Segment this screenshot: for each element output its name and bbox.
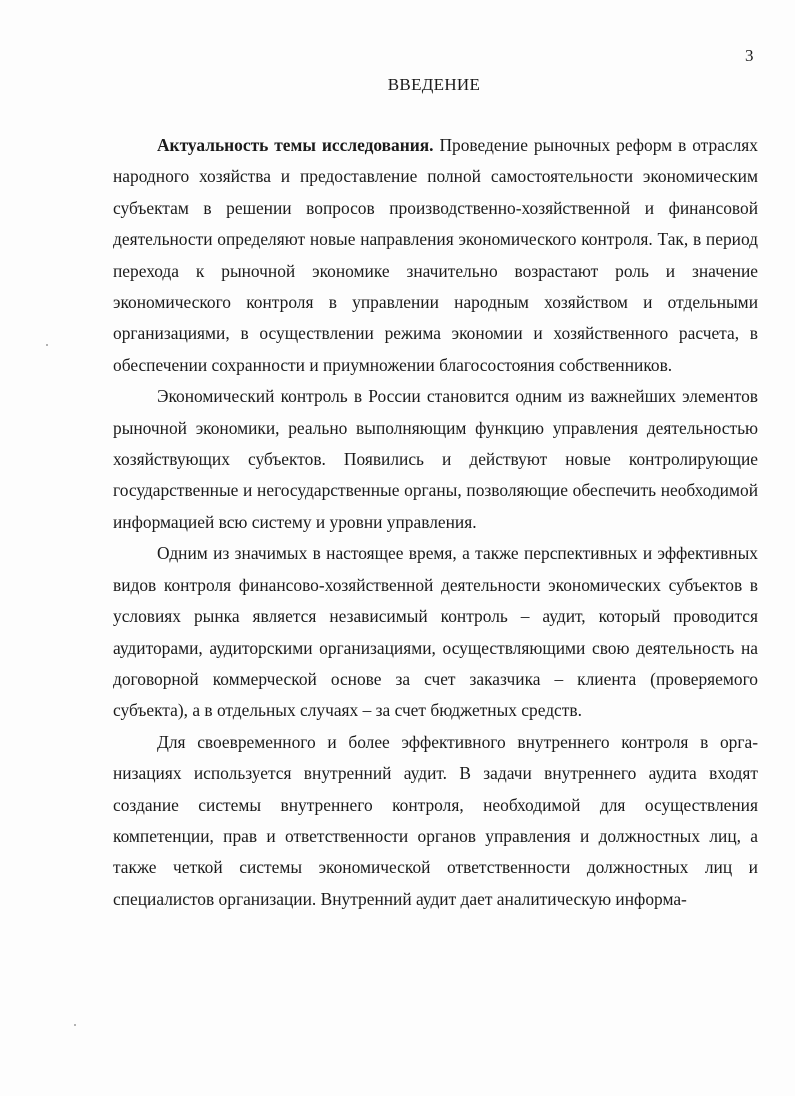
scan-speck — [46, 344, 48, 346]
paragraph-economic-control: Экономический контроль в России становится одним из важнейших элементов рыночной экономики, реально выполняющим функцию управления деятельностью хозяйствующих субъектов. Появились и действуют новые контролирующие государственные и негосударственные органы, позволяющие обеспечить необходимой информацией всю систему и уровни управления. — [113, 386, 758, 532]
page-number: 3 — [745, 46, 754, 65]
paragraph-internal-audit: Для своевременного и более эффективного внутреннего контроля в организациях используется внутренний аудит. В задачи внутреннего аудита входят создание системы внутреннего контроля, необходимой для осуществления компетенции, прав и ответственности органов управления и должностных лиц, а также четкой системы экономической ответственности должностных лиц и специалистов организации. Внутренний аудит дает аналитическую информа- — [113, 731, 758, 909]
document-body — [113, 130, 758, 915]
paragraph-independent-audit: Одним из значимых в настоящее время, а также перспективных и эффективных видов контроля финансово-хозяйственной деятельности экономических субъектов в условиях рынка является независимый контроль – аудит, который проводится аудиторами, аудиторскими организациями, осуществляющими свою деятельность на договорной коммерческой основе за счет заказчика – клиента (проверяемого субъекта), а в отдельных случаях – за счет бюджетных средств. — [113, 543, 758, 721]
paragraph-text: Проведение рыночных реформ в отраслях народного хозяйства и предоставление полной самостоятельности экономическим субъектам в решении вопросов производственно-хозяйственной и финансовой деятельности определяют новые направления экономического контроля. Так, в период перехода к рыночной экономике значительно возрастают роль и значение экономического контроля в управлении народным хозяйством и отдельными организациями, в осуществлении режима экономии и хозяйственного расчета, в обеспечении сохранности и приумножении благосостояния собственников. — [113, 135, 759, 375]
scan-speck — [74, 1024, 76, 1026]
paragraph-relevance — [113, 130, 758, 381]
paragraph-lead: Актуальность темы исследования. — [157, 135, 434, 155]
page-title: ВВЕДЕНИЕ — [387, 75, 481, 94]
